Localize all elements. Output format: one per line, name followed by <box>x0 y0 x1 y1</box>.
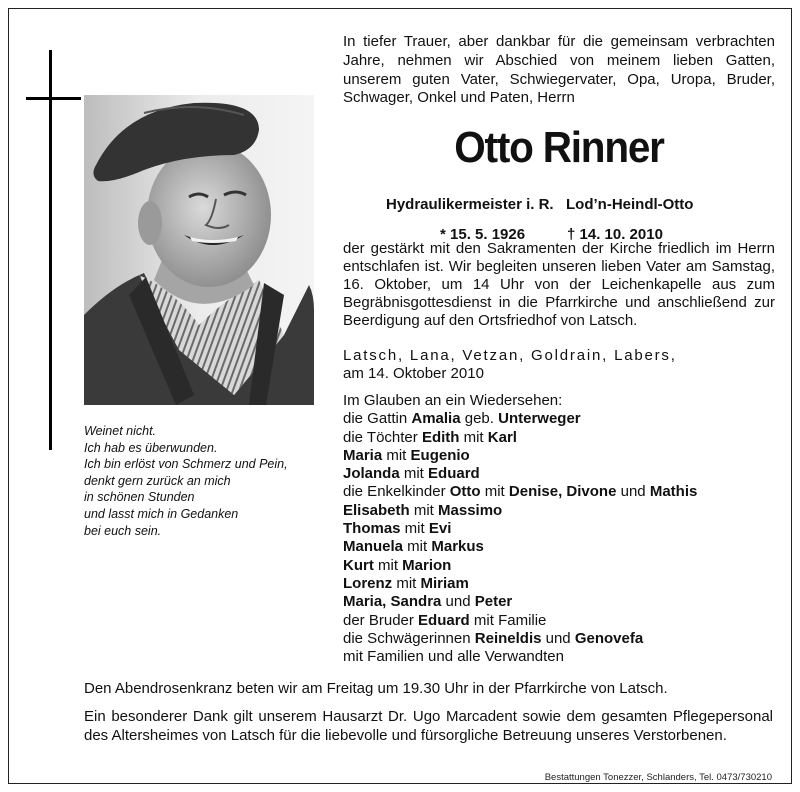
family-line: die Schwägerinnen Reineldis und Genovefa <box>343 629 644 647</box>
job-title: Hydraulikermeister i. R. <box>386 196 554 213</box>
family-line: die Töchter Edith mit Karl <box>343 428 517 446</box>
main-column <box>343 33 775 666</box>
deceased-name: Otto Rinner <box>454 123 664 172</box>
occupation-line <box>386 196 766 213</box>
poem-line: denkt gern zurück an mich <box>84 473 231 488</box>
family-line: Elisabeth mit Massimo <box>343 501 503 519</box>
poem <box>84 423 324 539</box>
places: Latsch, Lana, Vetzan, Goldrain, Labers, <box>343 347 677 364</box>
family-line: Thomas mit Evi <box>343 520 452 538</box>
intro-text: In tiefer Trauer, aber dankbar für die gemeinsam verbrachten Jahre, nehmen wir Abschied von meinem lieben Gatten, unserem guten Vater, Schwiegervater, Opa, Uropa, Bruder, Schwager, Onkel und Paten, Herrn <box>343 33 775 107</box>
notice-date: am 14. Oktober 2010 <box>343 365 484 382</box>
portrait-photo <box>84 95 314 405</box>
poem-line: Ich bin erlöst von Schmerz und Pein, <box>84 457 288 472</box>
family-line: die Gattin Amalia geb. Unterweger <box>343 410 581 428</box>
family-line: Manuela mit Markus <box>343 538 484 556</box>
rosary-notice: Den Abendrosenkranz beten wir am Freitag um 19.30 Uhr in der Pfarrkirche von Latsch. <box>84 680 668 697</box>
poem-line: Ich hab es überwunden. <box>84 440 218 455</box>
place-date <box>343 347 775 383</box>
family-line: Jolanda mit Eduard <box>343 465 480 483</box>
funeral-text: der gestärkt mit den Sakramenten der Kirche friedlich im Herrn entschlafen ist. Wir begleiten unseren lieben Vater am Samstag, 16. Oktober, um 14 Uhr von der Leichenkapelle aus zum Begräbnisgottesdienst in die Pfarrkirche und anschließend zur Beerdigung auf den Ortsfriedhof von Latsch. <box>343 240 775 329</box>
thanks-notice: Ein besonderer Dank gilt unserem Hausarzt Dr. Ugo Marcadent sowie dem gesamten Pflegepersonal des Altersheimes von Latsch für die liebevolle und fürsorgliche Betreuung unseres Verstorbenen. <box>84 708 773 744</box>
family-line: der Bruder Eduard mit Familie <box>343 611 547 629</box>
nickname: Lod’n-Heindl-Otto <box>566 196 694 213</box>
family-line: Maria, Sandra und Peter <box>343 593 513 611</box>
family-line: Kurt mit Marion <box>343 556 452 574</box>
birth-date: * 15. 5. 1926 <box>440 226 526 243</box>
poem-line: und lasst mich in Gedanken <box>84 506 239 521</box>
cross-symbol-bar <box>26 97 81 100</box>
cross-symbol <box>49 50 52 450</box>
family-intro: Im Glauben an ein Wiedersehen: <box>343 392 563 409</box>
poem-line: Weinet nicht. <box>84 424 157 438</box>
family-line: mit Familien und alle Verwandten <box>343 648 564 666</box>
death-date: † 14. 10. 2010 <box>567 226 663 243</box>
poem-line: bei euch sein. <box>84 523 162 538</box>
family-line: Maria mit Eugenio <box>343 446 470 464</box>
family-line: die Enkelkinder Otto mit Denise, Divone und Mathis <box>343 483 698 501</box>
funeral-home-credit: Bestattungen Tonezzer, Schlanders, Tel. 0473/730210 <box>544 772 772 783</box>
family-list <box>343 392 775 666</box>
poem-line: in schönen Stunden <box>84 490 195 505</box>
family-line: Lorenz mit Miriam <box>343 574 469 592</box>
